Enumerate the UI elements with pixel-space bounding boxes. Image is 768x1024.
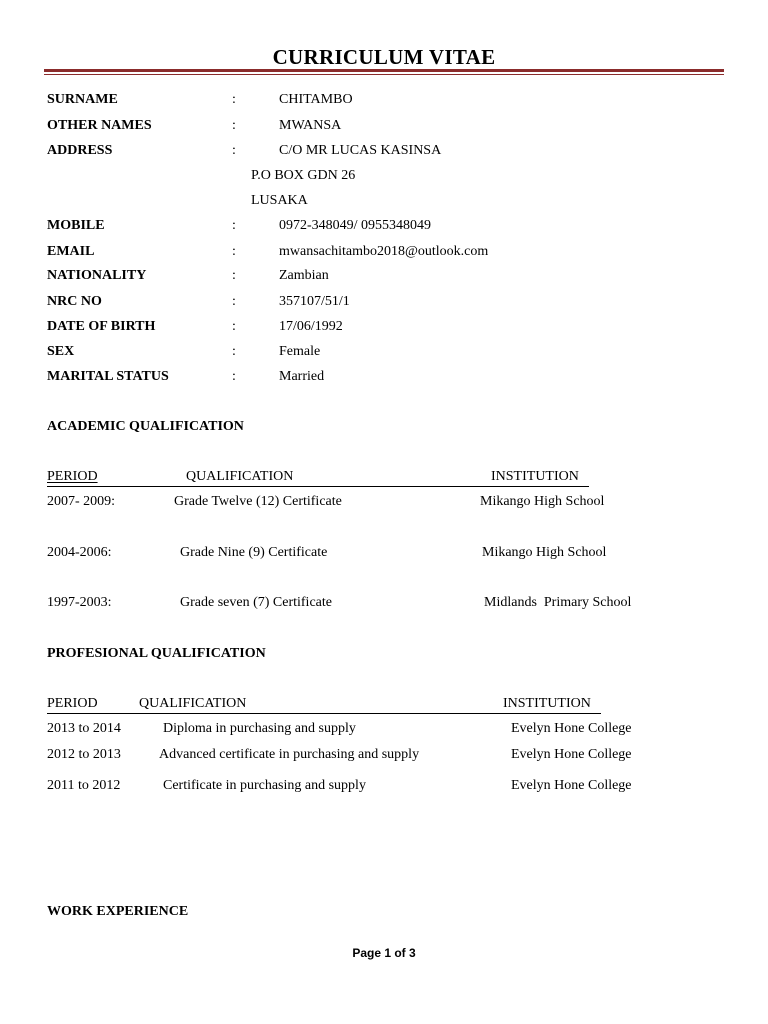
colon: : [232, 92, 236, 107]
value-nrc-no: 357107/51/1 [279, 294, 350, 309]
label-surname: SURNAME [47, 92, 118, 107]
academic-row-qualification: Grade Nine (9) Certificate [180, 545, 328, 560]
value-date-of-birth: 17/06/1992 [279, 319, 343, 334]
label-mobile: MOBILE [47, 218, 105, 233]
academic-row-period: 1997-2003: [47, 595, 112, 610]
academic-row-period: 2004-2006: [47, 545, 112, 560]
academic-header-underline [47, 486, 589, 487]
document-title: CURRICULUM VITAE [272, 45, 496, 69]
professional-heading: PROFESIONAL QUALIFICATION [47, 646, 266, 661]
value-address-line2: P.O BOX GDN 26 [251, 168, 356, 183]
label-nrc-no: NRC NO [47, 294, 102, 309]
professional-row-institution: Evelyn Hone College [511, 721, 632, 736]
label-date-of-birth: DATE OF BIRTH [47, 319, 156, 334]
professional-row-qualification: Advanced certificate in purchasing and supply [159, 747, 420, 762]
academic-row-institution: Mikango High School [482, 545, 607, 560]
professional-row-institution: Evelyn Hone College [511, 747, 632, 762]
academic-col-institution: INSTITUTION [491, 469, 579, 484]
value-other-names: MWANSA [279, 118, 342, 133]
value-mobile: 0972-348049/ 0955348049 [279, 218, 432, 233]
label-email: EMAIL [47, 244, 95, 259]
colon: : [232, 294, 236, 309]
label-marital-status: MARITAL STATUS [47, 369, 169, 384]
professional-row-period: 2012 to 2013 [47, 747, 121, 762]
academic-row-institution: Mikango High School [480, 494, 605, 509]
value-email: mwansachitambo2018@outlook.com [279, 244, 489, 259]
value-nationality: Zambian [279, 268, 329, 283]
value-address-line3: LUSAKA [251, 193, 308, 208]
professional-row-qualification: Diploma in purchasing and supply [163, 721, 356, 736]
value-surname: CHITAMBO [279, 92, 353, 107]
colon: : [232, 268, 236, 283]
value-sex: Female [279, 344, 321, 359]
label-address: ADDRESS [47, 143, 113, 158]
colon: : [232, 143, 236, 158]
professional-row-period: 2013 to 2014 [47, 721, 121, 736]
professional-col-qualification: QUALIFICATION [139, 696, 247, 711]
page-number: Page 1 of 3 [352, 946, 416, 960]
professional-header-underline [47, 713, 601, 714]
academic-col-qualification: QUALIFICATION [186, 469, 294, 484]
professional-row-qualification: Certificate in purchasing and supply [163, 778, 366, 793]
colon: : [232, 118, 236, 133]
colon: : [232, 319, 236, 334]
colon: : [232, 218, 236, 233]
professional-col-institution: INSTITUTION [503, 696, 591, 711]
colon: : [232, 344, 236, 359]
academic-heading: ACADEMIC QUALIFICATION [47, 419, 244, 434]
label-sex: SEX [47, 344, 75, 359]
label-other-names: OTHER NAMES [47, 118, 152, 133]
professional-col-period: PERIOD [47, 696, 98, 711]
title-rule-thick [44, 69, 724, 72]
academic-col-period: PERIOD [47, 469, 98, 484]
value-marital-status: Married [279, 369, 325, 384]
title-rule-thin [44, 74, 724, 75]
work-experience-heading: WORK EXPERIENCE [47, 904, 189, 919]
professional-row-institution: Evelyn Hone College [511, 778, 632, 793]
colon: : [232, 244, 236, 259]
value-address-line1: C/O MR LUCAS KASINSA [279, 143, 442, 158]
professional-row-period: 2011 to 2012 [47, 778, 121, 793]
academic-row-qualification: Grade seven (7) Certificate [180, 595, 332, 610]
academic-row-qualification: Grade Twelve (12) Certificate [174, 494, 342, 509]
academic-row-institution: Midlands Primary School [484, 595, 632, 610]
colon: : [232, 369, 236, 384]
academic-row-period: 2007- 2009: [47, 494, 116, 509]
label-nationality: NATIONALITY [47, 268, 147, 283]
